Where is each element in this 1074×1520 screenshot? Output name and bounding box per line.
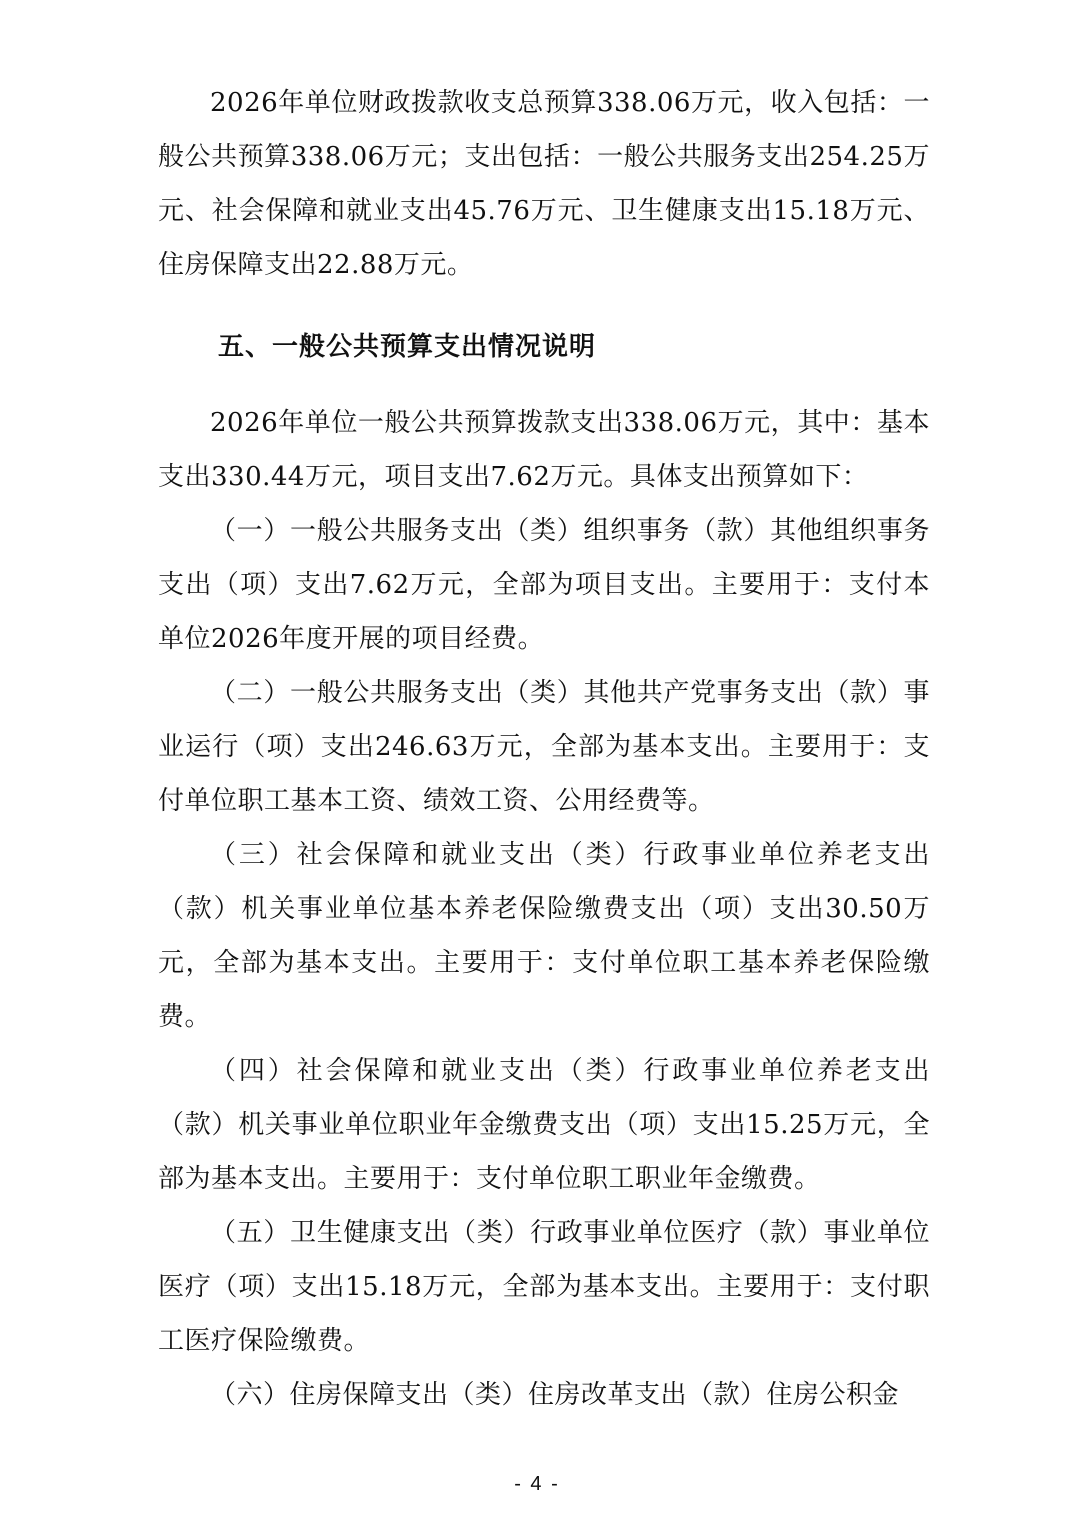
paragraph-item-5: （五）卫生健康支出（类）行政事业单位医疗（款）事业单位医疗（项）支出15.18万元，全部为基本支出。主要用于：支付职工医疗保险缴费。 bbox=[158, 1218, 930, 1356]
paragraph-budget-summary: 2026年单位财政拨款收支总预算338.06万元，收入包括：一般公共预算338.06万元；支出包括：一般公共服务支出254.25万元、社会保障和就业支出45.76万元、卫生健康支出15.18万元、住房保障支出22.88万元。 bbox=[158, 88, 930, 280]
paragraph-item-1: （一）一般公共服务支出（类）组织事务（款）其他组织事务支出（项）支出7.62万元，全部为项目支出。主要用于：支付本单位2026年度开展的项目经费。 bbox=[158, 516, 930, 654]
section-heading: 五、一般公共预算支出情况说明 bbox=[218, 332, 597, 362]
page-content bbox=[158, 76, 930, 1422]
paragraph-item-3: （三）社会保障和就业支出（类）行政事业单位养老支出（款）机关事业单位基本养老保险缴费支出（项）支出30.50万元，全部为基本支出。主要用于：支付单位职工基本养老保险缴费。 bbox=[158, 840, 930, 1032]
paragraph-item-2: （二）一般公共服务支出（类）其他共产党事务支出（款）事业运行（项）支出246.63万元，全部为基本支出。主要用于：支付单位职工基本工资、绩效工资、公用经费等。 bbox=[158, 678, 930, 816]
page-number: - 4 - bbox=[514, 1473, 560, 1495]
paragraph-overview: 2026年单位一般公共预算拨款支出338.06万元，其中：基本支出330.44万元，项目支出7.62万元。具体支出预算如下： bbox=[158, 408, 930, 492]
paragraph-item-6: （六）住房保障支出（类）住房改革支出（款）住房公积金 bbox=[210, 1380, 900, 1410]
paragraph-item-4: （四）社会保障和就业支出（类）行政事业单位养老支出（款）机关事业单位职业年金缴费支出（项）支出15.25万元，全部为基本支出。主要用于：支付单位职工职业年金缴费。 bbox=[158, 1056, 930, 1194]
